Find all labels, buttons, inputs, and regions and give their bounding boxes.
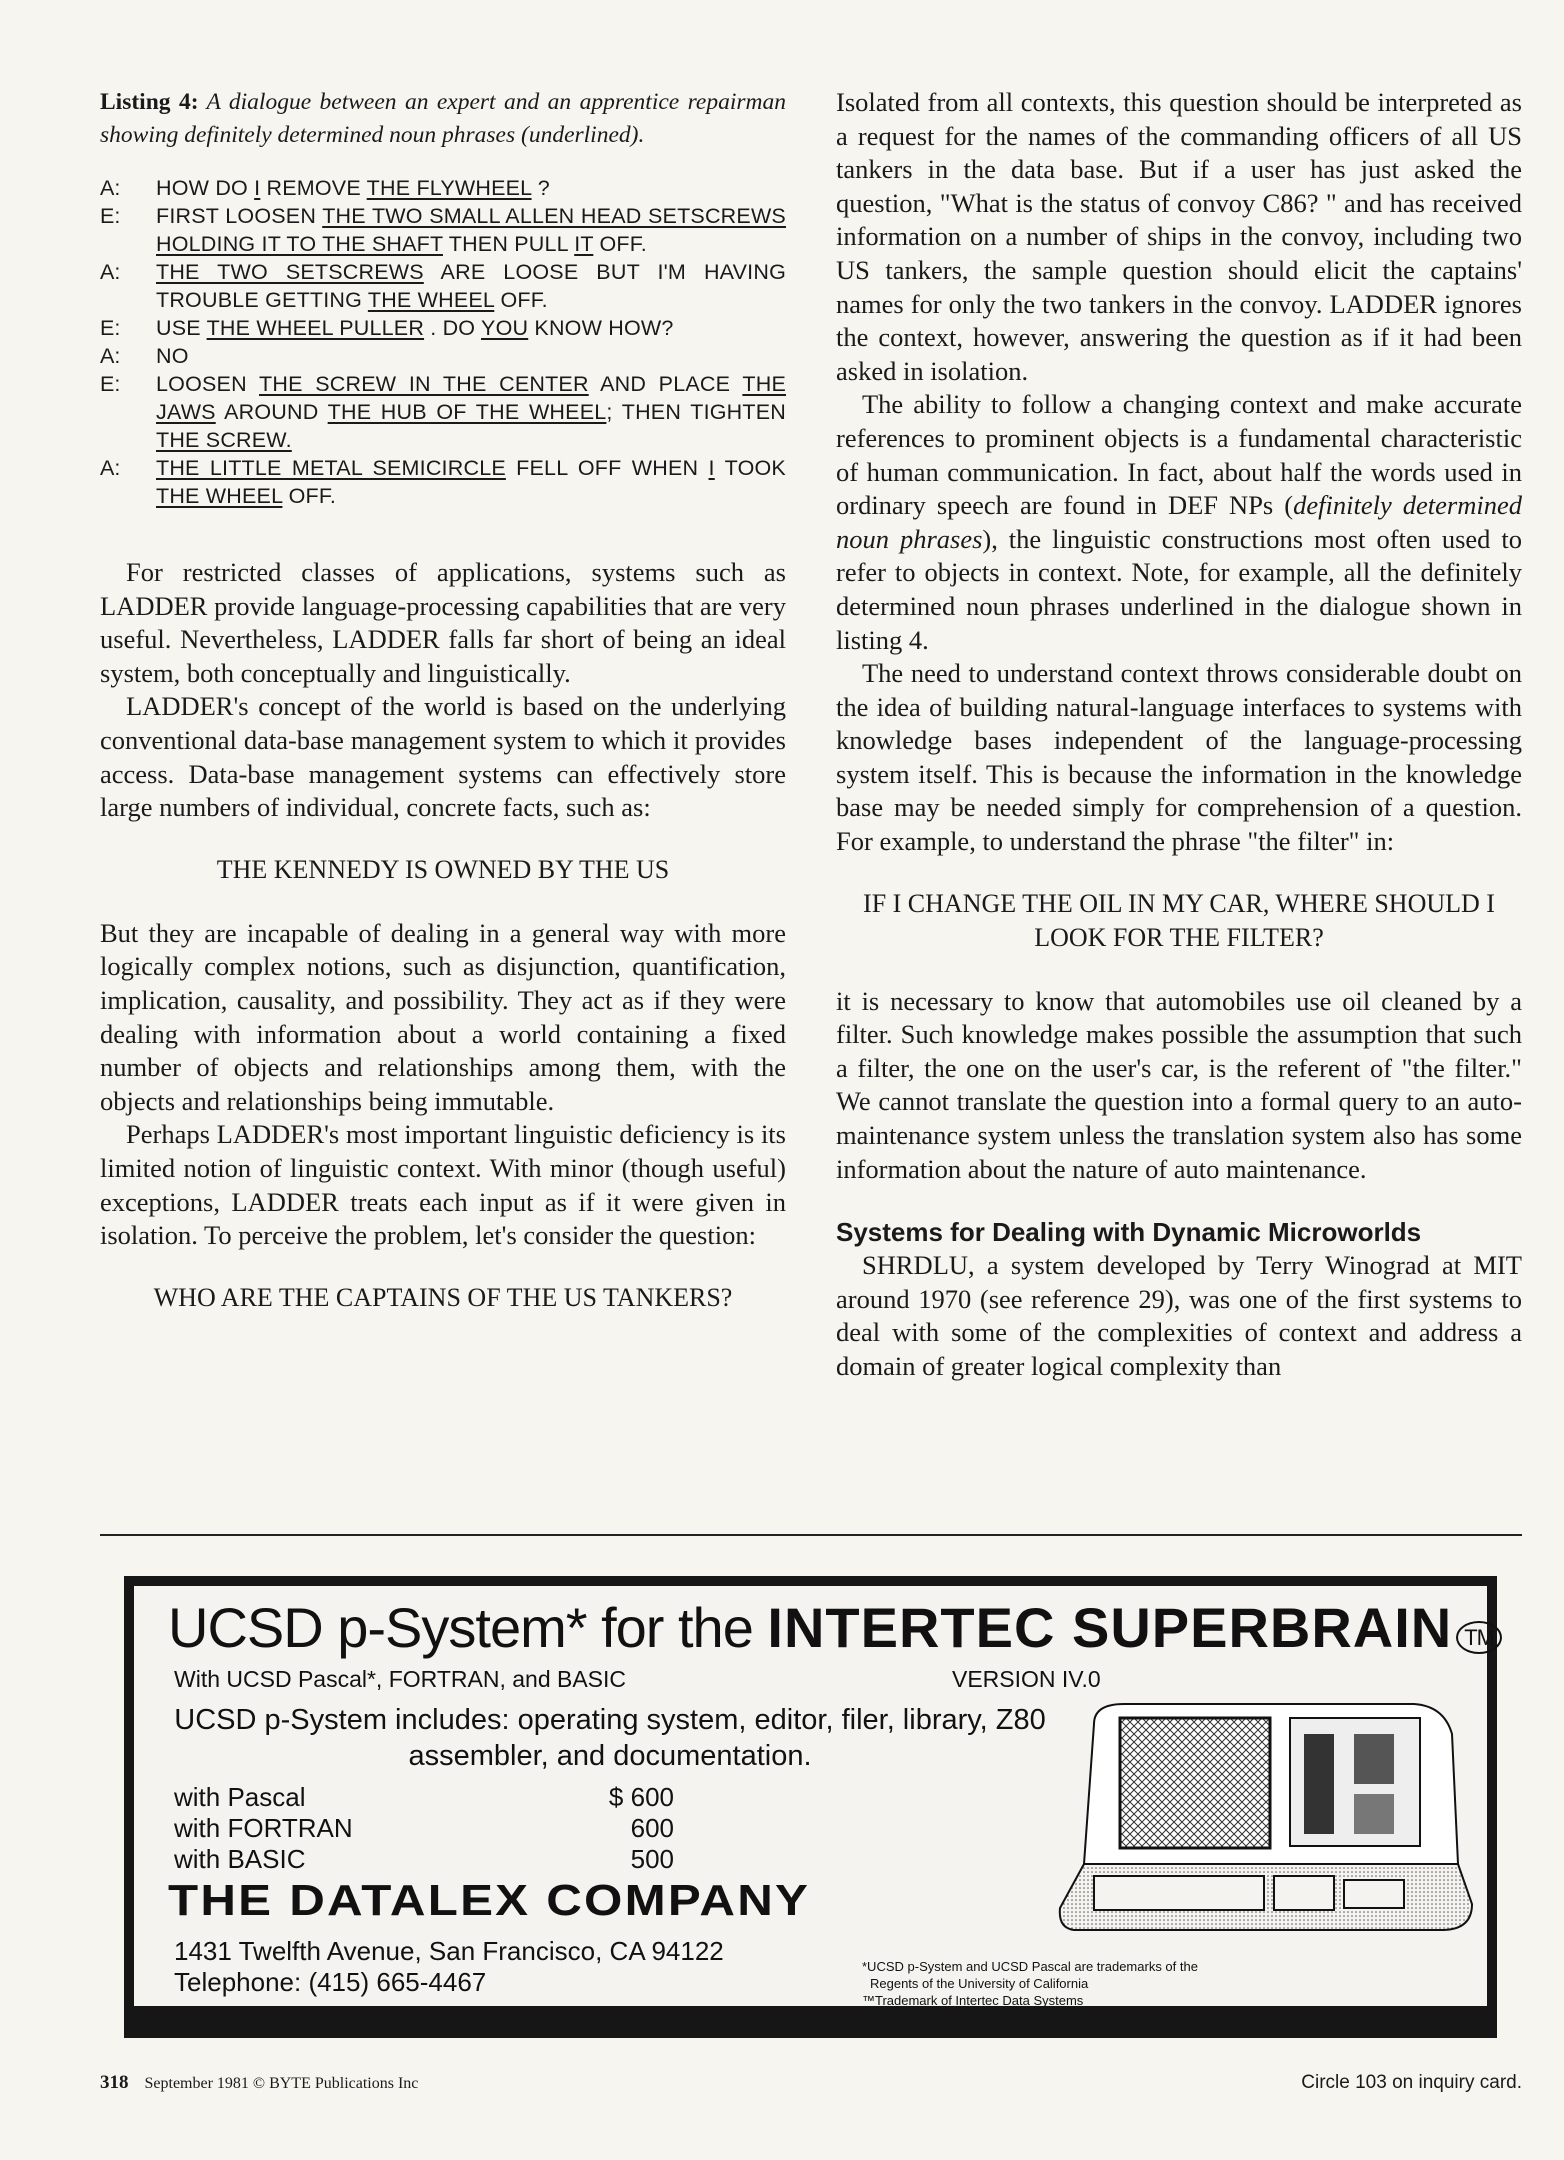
price-row bbox=[174, 1844, 674, 1875]
column-rule bbox=[100, 1534, 1522, 1536]
dialogue-text bbox=[156, 258, 786, 314]
price-value: 600 bbox=[630, 1813, 674, 1843]
noun-phrase: THE LITTLE METAL SEMICIRCLE bbox=[156, 456, 506, 480]
noun-phrase: THE JAWS bbox=[156, 372, 786, 424]
dialogue-fragment: FELL OFF WHEN bbox=[505, 456, 709, 480]
noun-phrase: THE SCREW IN THE CENTER bbox=[259, 372, 589, 396]
noun-phrase: I bbox=[254, 176, 261, 200]
noun-phrase: THE WHEEL bbox=[156, 484, 283, 508]
example-quote: WHO ARE THE CAPTAINS OF THE US TANKERS? bbox=[153, 1282, 733, 1312]
dialogue-text bbox=[156, 370, 786, 454]
price-value: $ 600 bbox=[608, 1782, 674, 1812]
noun-phrase: THE FLYWHEEL bbox=[366, 176, 532, 200]
paragraph: LADDER's concept of the world is based on the underlying conventional data-base management system to which it provides access. Data-base management systems can effectively store large numbers of individual, concrete facts, such as: bbox=[100, 691, 786, 823]
caption-text: A dialogue between an expert and an apprentice repairman showing definitely determined noun phrases (underlined). bbox=[100, 89, 786, 148]
page-number: 318 bbox=[100, 2072, 129, 2093]
ad-includes: UCSD p-System includes: operating system, editor, filer, library, Z80 assembler, and documentation. bbox=[174, 1704, 1046, 1772]
dialogue-text bbox=[156, 314, 786, 342]
dialogue-line bbox=[100, 258, 786, 314]
speaker-label: A: bbox=[100, 344, 121, 368]
dialogue-fragment: ; THEN TIGHTEN bbox=[606, 400, 786, 424]
paragraph: But they are incapable of dealing in a general way with more logically complex notions, such as disjunction, quantification, implication, causality, and possibility. They act as if they were dealing with information about a world containing a fixed number of objects and relationships among them, with the objects and relationships being immutable. bbox=[100, 917, 786, 1116]
dialogue-fragment: LOOSEN bbox=[156, 372, 260, 396]
dialogue-fragment: USE bbox=[156, 316, 207, 340]
company-name: THE DATALEX COMPANY bbox=[168, 1876, 811, 1925]
dialogue-fragment: ARE LOOSE BUT I'M HAVING TROUBLE GETTING bbox=[156, 260, 786, 312]
right-column bbox=[836, 86, 1522, 1384]
price-label: with FORTRAN bbox=[174, 1813, 353, 1843]
noun-phrase: THE WHEEL bbox=[367, 288, 495, 312]
price-list bbox=[174, 1782, 674, 1875]
dialogue-fragment: OFF. bbox=[282, 484, 336, 508]
paragraph: it is necessary to know that automobiles use oil cleaned by a filter. Such knowledge makes possible the assumption that such a filter, the one on the user's car, is the referent of "the filter." We cannot translate the question into a formal query to an auto-maintenance system unless the translation system also has some information about the nature of auto maintenance. bbox=[836, 985, 1522, 1184]
dialogue-line bbox=[100, 174, 786, 202]
speaker-label: A: bbox=[100, 456, 121, 480]
noun-phrase: THE HUB OF THE WHEEL bbox=[327, 400, 607, 424]
company-contact bbox=[174, 1936, 724, 1998]
dialogue-fragment: KNOW HOW? bbox=[528, 316, 674, 340]
dialogue-fragment: FIRST LOOSEN bbox=[156, 204, 323, 228]
page-footer bbox=[100, 2072, 1522, 2094]
inquiry-note: Circle 103 on inquiry card. bbox=[1301, 2072, 1522, 2093]
issue-line: September 1981 © BYTE Publications Inc bbox=[144, 2075, 419, 2092]
dialogue-line bbox=[100, 342, 786, 370]
dialogue-fragment: AND PLACE bbox=[588, 372, 743, 396]
dialogue-line bbox=[100, 370, 786, 454]
advertisement bbox=[124, 1576, 1497, 2038]
listing-caption bbox=[100, 86, 786, 152]
dialogue-listing bbox=[100, 174, 786, 510]
noun-phrase: YOU bbox=[481, 316, 529, 340]
dialogue-fragment: NO bbox=[156, 344, 189, 368]
dialogue-line bbox=[100, 314, 786, 342]
example-quote: IF I CHANGE THE OIL IN MY CAR, WHERE SHOULD I LOOK FOR THE FILTER? bbox=[863, 888, 1495, 952]
trademark-notes bbox=[862, 1958, 1198, 2009]
paragraph: For restricted classes of applications, systems such as LADDER provide language-processing capabilities that are very useful. Nevertheless, LADDER falls far short of being an ideal system, both conceptually and linguistically. bbox=[100, 557, 786, 688]
dialogue-text bbox=[156, 174, 786, 202]
noun-phrase: I bbox=[708, 456, 715, 480]
dialogue-fragment: ? bbox=[531, 176, 550, 200]
speaker-label: E: bbox=[100, 316, 121, 340]
fine-print: *UCSD p-System and UCSD Pascal are trademarks of the bbox=[862, 1959, 1198, 1974]
paragraph: Perhaps LADDER's most important linguistic deficiency is its limited notion of linguistic context. With minor (though useful) exceptions, LADDER treats each input as if it were given in isolation. To perceive the problem, let's consider the question: bbox=[100, 1119, 786, 1251]
price-row bbox=[174, 1813, 674, 1844]
address: 1431 Twelfth Avenue, San Francisco, CA 94122 bbox=[174, 1936, 724, 1966]
price-label: with BASIC bbox=[174, 1844, 306, 1874]
dialogue-line bbox=[100, 454, 786, 510]
ad-subtitle: With UCSD Pascal*, FORTRAN, and BASIC bbox=[174, 1666, 627, 1692]
noun-phrase: IT bbox=[574, 232, 594, 256]
ad-title-a: UCSD p-System* for the bbox=[168, 1596, 768, 1659]
paragraph: The need to understand context throws considerable doubt on the idea of building natural-language interfaces to systems with knowledge bases independent of the language-processing system itself. This is because the information in the knowledge base may be needed simply for comprehension of a question. For example, to understand the phrase "the filter" in: bbox=[836, 658, 1522, 857]
speaker-label: E: bbox=[100, 204, 121, 228]
ad-version: VERSION IV.0 bbox=[952, 1666, 1101, 1692]
price-row bbox=[174, 1782, 674, 1813]
paragraph: SHRDLU, a system developed by Terry Winograd at MIT around 1970 (see reference 29), was one of the first systems to deal with some of the complexities of context and address a domain of greater logical complexity than bbox=[836, 1250, 1522, 1381]
ad-title bbox=[168, 1596, 1502, 1660]
paragraph-part: The ability to follow a changing context and make accurate references to prominent objects is a fundamental characteristic of human communication. In fact, about half the words used in ordinary speech are found in DEF NPs ( bbox=[836, 389, 1522, 521]
trademark-badge: TM bbox=[1456, 1621, 1502, 1654]
advertisement-body bbox=[134, 1586, 1494, 2008]
italic-term: definitely determined noun phrases bbox=[836, 490, 1523, 554]
noun-phrase: THE TWO SETSCREWS bbox=[156, 260, 424, 284]
paragraph-part: ), the linguistic constructions most often used to refer to objects in context. Note, for example, all the definitely determined noun phrases underlined in the dialogue shown in listing 4. bbox=[836, 523, 1522, 655]
fine-print: Regents of the University of California bbox=[870, 1976, 1089, 1991]
noun-phrase: THE TWO SMALL ALLEN HEAD SETSCREWS HOLDING IT TO THE SHAFT bbox=[156, 204, 786, 256]
paragraph bbox=[836, 388, 1522, 657]
speaker-label: A: bbox=[100, 260, 121, 284]
price-label: with Pascal bbox=[174, 1782, 306, 1812]
dialogue-fragment: HOW DO bbox=[156, 176, 255, 200]
dialogue-text bbox=[156, 454, 786, 510]
example-quote: THE KENNEDY IS OWNED BY THE US bbox=[216, 854, 670, 884]
dialogue-fragment: . DO bbox=[424, 316, 482, 340]
dialogue-fragment: REMOVE bbox=[260, 176, 367, 200]
dialogue-fragment: AROUND bbox=[215, 400, 328, 424]
dialogue-text bbox=[156, 202, 786, 258]
dialogue-fragment: TOOK bbox=[714, 456, 786, 480]
paragraph: Isolated from all contexts, this question should be interpreted as a request for the names of the commanding officers of all US tankers in the data base. But if a user has just asked the question, "What is the status of convoy C86? " and has received information on a number of ships in the convoy, including two US tankers, the sample question should elicit the captains' names for only the two tankers in the convoy. LADDER ignores the context, however, answering the question as if it had been asked in isolation. bbox=[836, 87, 1522, 386]
noun-phrase: THE SCREW. bbox=[156, 428, 292, 452]
speaker-label: E: bbox=[100, 372, 121, 396]
dialogue-fragment: OFF. bbox=[494, 288, 548, 312]
ad-title-b: INTERTEC SUPERBRAIN bbox=[767, 1596, 1453, 1659]
price-value: 500 bbox=[630, 1844, 674, 1874]
dialogue-line bbox=[100, 202, 786, 258]
dialogue-fragment: OFF. bbox=[593, 232, 647, 256]
section-heading: Systems for Dealing with Dynamic Microworlds bbox=[836, 1217, 1422, 1248]
fine-print: ™Trademark of Intertec Data Systems bbox=[862, 1993, 1084, 2008]
phone: Telephone: (415) 665-4467 bbox=[174, 1967, 487, 1997]
caption-label: Listing 4: bbox=[100, 89, 199, 115]
speaker-label: A: bbox=[100, 176, 121, 200]
computer-illustration bbox=[1054, 1694, 1474, 1944]
noun-phrase: THE WHEEL PULLER bbox=[206, 316, 425, 340]
dialogue-text bbox=[156, 342, 786, 370]
dialogue-fragment: THEN PULL bbox=[442, 232, 575, 256]
left-column bbox=[100, 86, 786, 1345]
